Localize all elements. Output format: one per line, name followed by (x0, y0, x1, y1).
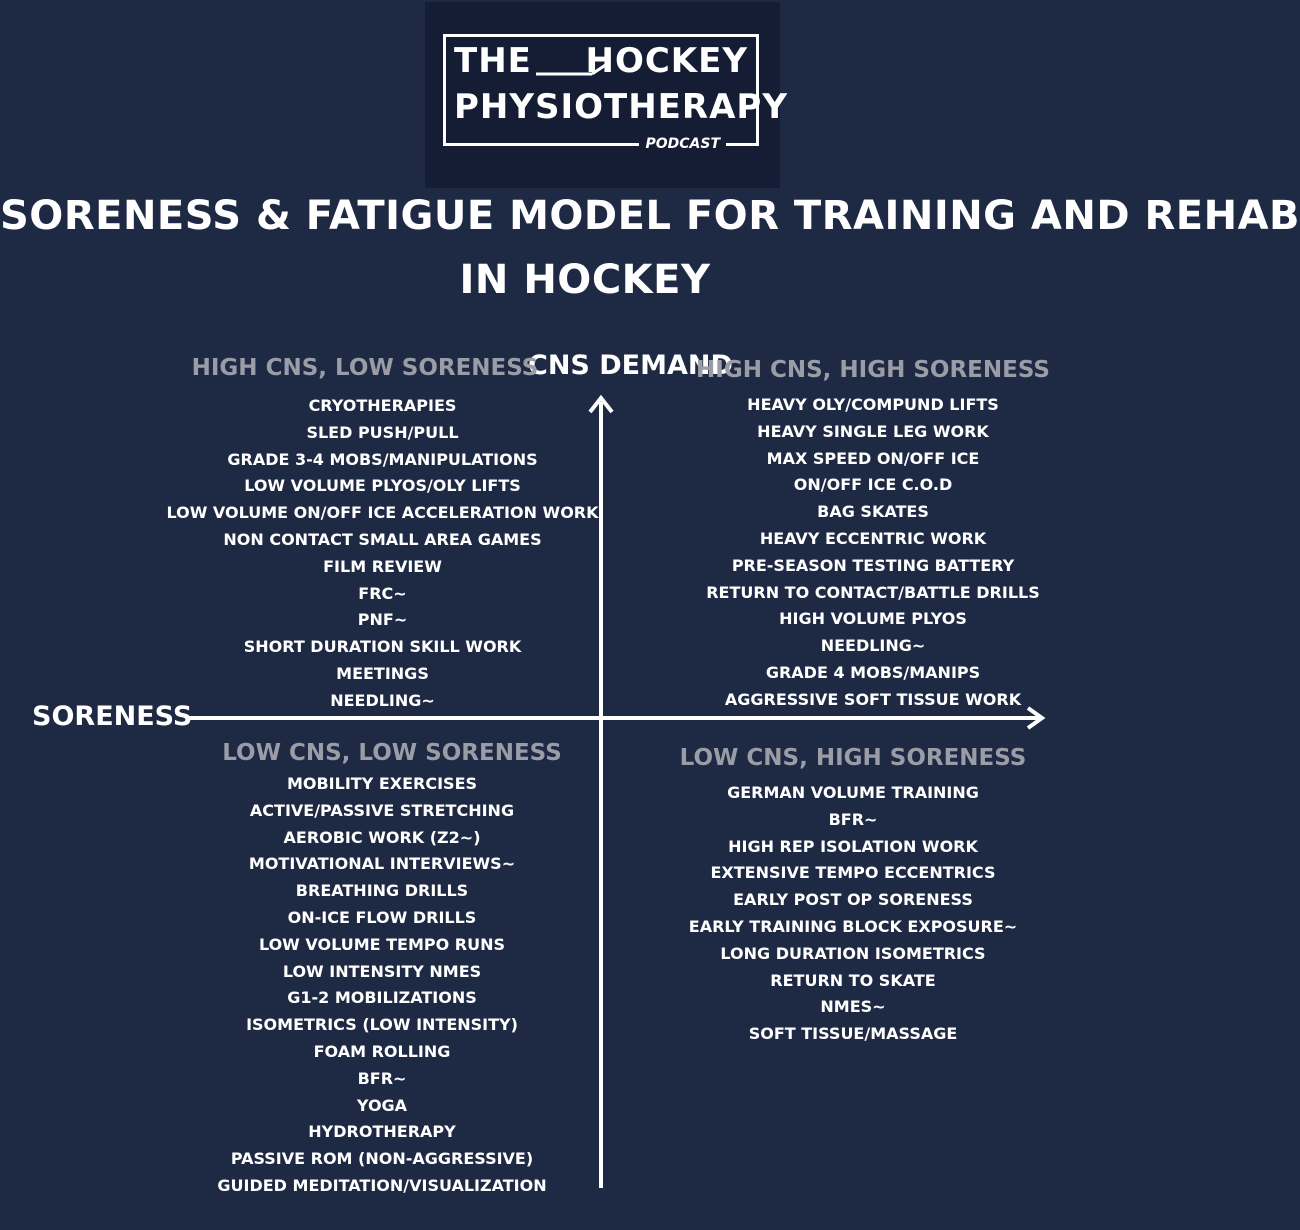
list-item: HIGH VOLUME PLYOS (779, 609, 967, 629)
list-item: NON CONTACT SMALL AREA GAMES (223, 529, 542, 549)
list-item: PASSIVE ROM (NON-AGGRESSIVE) (230, 1149, 534, 1169)
list-item: LOW VOLUME PLYOS/OLY LIFTS (244, 476, 521, 496)
list-item: GERMAN VOLUME TRAINING (727, 783, 979, 802)
quadrant-list-high-cns-high-soreness (673, 392, 1073, 714)
logo-text-hockey: HOCKEY (585, 41, 748, 81)
list-item: CRYOTHERAPIES (308, 396, 457, 415)
list-item: ON/OFF ICE C.O.D (793, 475, 953, 495)
list-item: HEAVY SINGLE LEG WORK (757, 421, 989, 441)
list-item: NMES~ (820, 997, 886, 1017)
list-item: MEETINGS (336, 663, 429, 683)
list-item: FOAM ROLLING (313, 1041, 451, 1061)
list-item: SOFT TISSUE/MASSAGE (748, 1024, 958, 1044)
list-item: RETURN TO CONTACT/BATTLE DRILLS (706, 582, 1040, 602)
list-item: FRC~ (358, 583, 407, 603)
list-item: HIGH REP ISOLATION WORK (728, 836, 978, 856)
list-item: RETURN TO SKATE (770, 970, 936, 990)
list-item: SLED PUSH/PULL (306, 422, 459, 442)
vertical-axis-label: CNS DEMAND (528, 350, 733, 381)
quadrant-heading-low-cns-high-soreness: LOW CNS, HIGH SORENESS (679, 745, 1027, 771)
list-item: MOTIVATIONAL INTERVIEWS~ (248, 854, 516, 874)
list-item: LONG DURATION ISOMETRICS (720, 943, 986, 963)
list-item: ON-ICE FLOW DRILLS (287, 907, 477, 927)
list-item: HEAVY ECCENTRIC WORK (759, 528, 987, 548)
list-item: SHORT DURATION SKILL WORK (243, 637, 522, 657)
list-item: GRADE 3-4 MOBS/MANIPULATIONS (227, 449, 538, 469)
list-item: PNF~ (357, 610, 408, 630)
page-title-line-2: IN HOCKEY (459, 257, 711, 303)
list-item: MOBILITY EXERCISES (286, 774, 478, 793)
list-item: HYDROTHERAPY (308, 1122, 456, 1142)
list-item: GRADE 4 MOBS/MANIPS (765, 662, 981, 682)
quadrant-heading-high-cns-low-soreness: HIGH CNS, LOW SORENESS (191, 355, 539, 381)
quadrant-list-low-cns-low-soreness (182, 771, 582, 1200)
list-item: BAG SKATES (817, 502, 929, 522)
list-item: FILM REVIEW (323, 556, 442, 576)
list-item: MAX SPEED ON/OFF ICE (766, 448, 980, 468)
list-item: AEROBIC WORK (Z2~) (283, 827, 481, 847)
list-item: BREATHING DRILLS (295, 881, 469, 901)
list-item: BFR~ (828, 809, 878, 829)
list-item: LOW VOLUME TEMPO RUNS (258, 934, 506, 954)
list-item: PRE-SEASON TESTING BATTERY (731, 555, 1015, 575)
quadrant-heading-low-cns-low-soreness: LOW CNS, LOW SORENESS (222, 740, 562, 766)
logo-text-physiotherapy: PHYSIOTHERAPY (454, 87, 788, 127)
logo-text-the: THE (454, 41, 532, 81)
list-item: YOGA (356, 1095, 408, 1115)
list-item: ISOMETRICS (LOW INTENSITY) (246, 1015, 518, 1035)
list-item: LOW VOLUME ON/OFF ICE ACCELERATION WORK (166, 503, 599, 523)
quadrant-list-high-cns-low-soreness (160, 393, 605, 715)
list-item: AGGRESSIVE SOFT TISSUE WORK (724, 689, 1022, 709)
list-item: GUIDED MEDITATION/VISUALIZATION (217, 1175, 547, 1195)
list-item: G1-2 MOBILIZATIONS (287, 988, 477, 1008)
list-item: BFR~ (357, 1068, 407, 1088)
list-item: ACTIVE/PASSIVE STRETCHING (249, 800, 515, 820)
list-item: LOW INTENSITY NMES (282, 961, 482, 981)
logo-text-podcast: PODCAST (639, 136, 726, 152)
list-item: NEEDLING~ (820, 636, 926, 656)
quadrant-heading-high-cns-high-soreness: HIGH CNS, HIGH SORENESS (696, 357, 1050, 383)
list-item: EXTENSIVE TEMPO ECCENTRICS (710, 863, 996, 883)
page-title-line-1: SORENESS & FATIGUE MODEL FOR TRAINING AND REHAB (0, 193, 1300, 239)
horizontal-axis-label: SORENESS (32, 701, 193, 732)
list-item: EARLY TRAINING BLOCK EXPOSURE~ (688, 916, 1018, 936)
quadrant-list-low-cns-high-soreness (653, 780, 1053, 1048)
list-item: EARLY POST OP SORENESS (733, 890, 973, 910)
list-item: NEEDLING~ (330, 690, 435, 710)
list-item: HEAVY OLY/COMPUND LIFTS (747, 395, 999, 414)
